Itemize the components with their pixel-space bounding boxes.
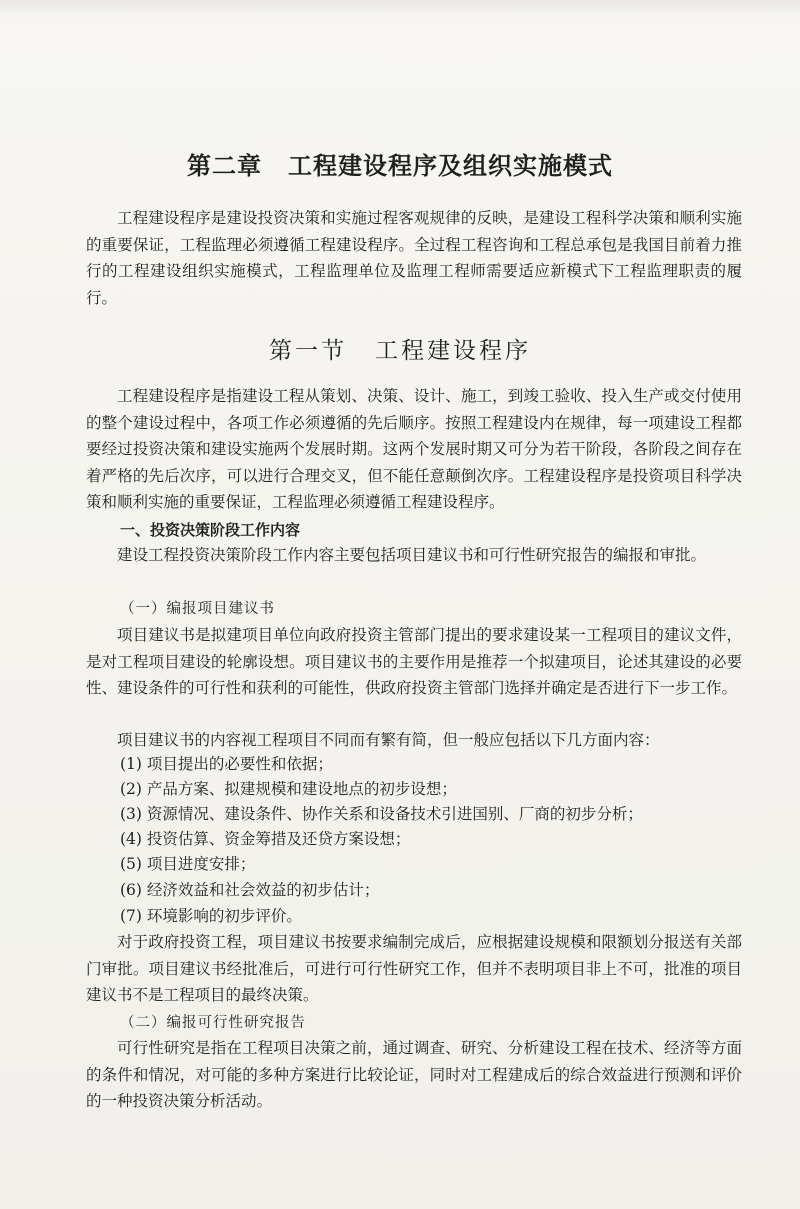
list-item: (3) 资源情况、建设条件、协作关系和设备技术引进国别、厂商的初步分析； — [120, 805, 643, 823]
list-item: (1) 项目提出的必要性和依据； — [120, 755, 333, 773]
list-item: (4) 投资估算、资金筹措及还贷方案设想； — [120, 830, 411, 848]
subheading-feasibility-report: （二）编报可行性研究报告 — [120, 1015, 306, 1031]
section-intro: 工程建设程序是指建设工程从策划、决策、设计、施工，到竣工验收、投入生产或交付使用的整个建设过程中，各项工作必须遵循的先后顺序。按照工程建设内在规律，每一项建设工程都要经过投资决策和建设实施两个发展时期。这两个发展时期又可分为若干阶段，各阶段之间存在着严格的先后次序，可以进行合理交叉，但不能任意颠倒次序。工程建设程序是投资项目科学决策和顺利实施的重要保证，工程监理必须遵循工程建设程序。 — [86, 387, 742, 511]
scan-shadow — [0, 0, 800, 18]
section-title — [0, 332, 800, 365]
project-proposal-text: 项目建议书是拟建项目单位向政府投资主管部门提出的要求建设某一工程项目的建议文件，是对工程项目建设的轮廓设想。项目建议书的主要作用是推荐一个拟建项目，论述其建设的必要性、建设条件的可行性和获利的可能性，供政府投资主管部门选择并确定是否进行下一步工作。 — [86, 626, 742, 697]
project-proposal-text-3: 对于政府投资工程，项目建议书按要求编制完成后，应根据建设规模和限额划分报送有关部门审批。项目建议书经批准后，可进行可行性研究工作，但并不表明项目非上不可，批准的项目建议书不是工程项目的最终决策。 — [86, 933, 742, 1004]
list-item: (6) 经济效益和社会效益的初步估计； — [120, 881, 380, 899]
heading1-text: 建设工程投资决策阶段工作内容主要包括项目建议书和可行性研究报告的编报和审批。 — [117, 546, 707, 564]
list-item: (5) 项目进度安排； — [120, 855, 256, 873]
feasibility-text: 可行性研究是指在工程项目决策之前，通过调查、研究、分析建设工程在技术、经济等方面的条件和情况，对可能的多种方案进行比较论证，同时对工程建成后的综合效益进行预测和评价的一种投资决策分析活动。 — [86, 1039, 742, 1110]
list-item: (7) 环境影响的初步评价。 — [120, 907, 302, 925]
project-proposal-text-2: 项目建议书的内容视工程项目不同而有繁有简，但一般应包括以下几方面内容： — [117, 731, 660, 749]
list-item: (2) 产品方案、拟建规模和建设地点的初步设想； — [120, 780, 457, 798]
section-number: 第一节 — [269, 338, 347, 364]
chapter-number: 第二章 — [187, 152, 262, 180]
chapter-intro: 工程建设程序是建设投资决策和实施过程客观规律的反映，是建设工程科学决策和顺利实施的重要保证，工程监理必须遵循工程建设程序。全过程工程咨询和工程总承包是我国目前着力推行的工程建设组织实施模式，工程监理单位及监理工程师需要适应新模式下工程监理职责的履行。 — [86, 209, 742, 307]
chapter-title-text: 工程建设程序及组织实施模式 — [288, 152, 613, 180]
section-title-text: 工程建设程序 — [375, 338, 531, 364]
heading-investment-decision: 一、投资决策阶段工作内容 — [120, 521, 301, 539]
chapter-title — [0, 146, 800, 181]
subheading-project-proposal: （一）编报项目建议书 — [120, 601, 275, 617]
